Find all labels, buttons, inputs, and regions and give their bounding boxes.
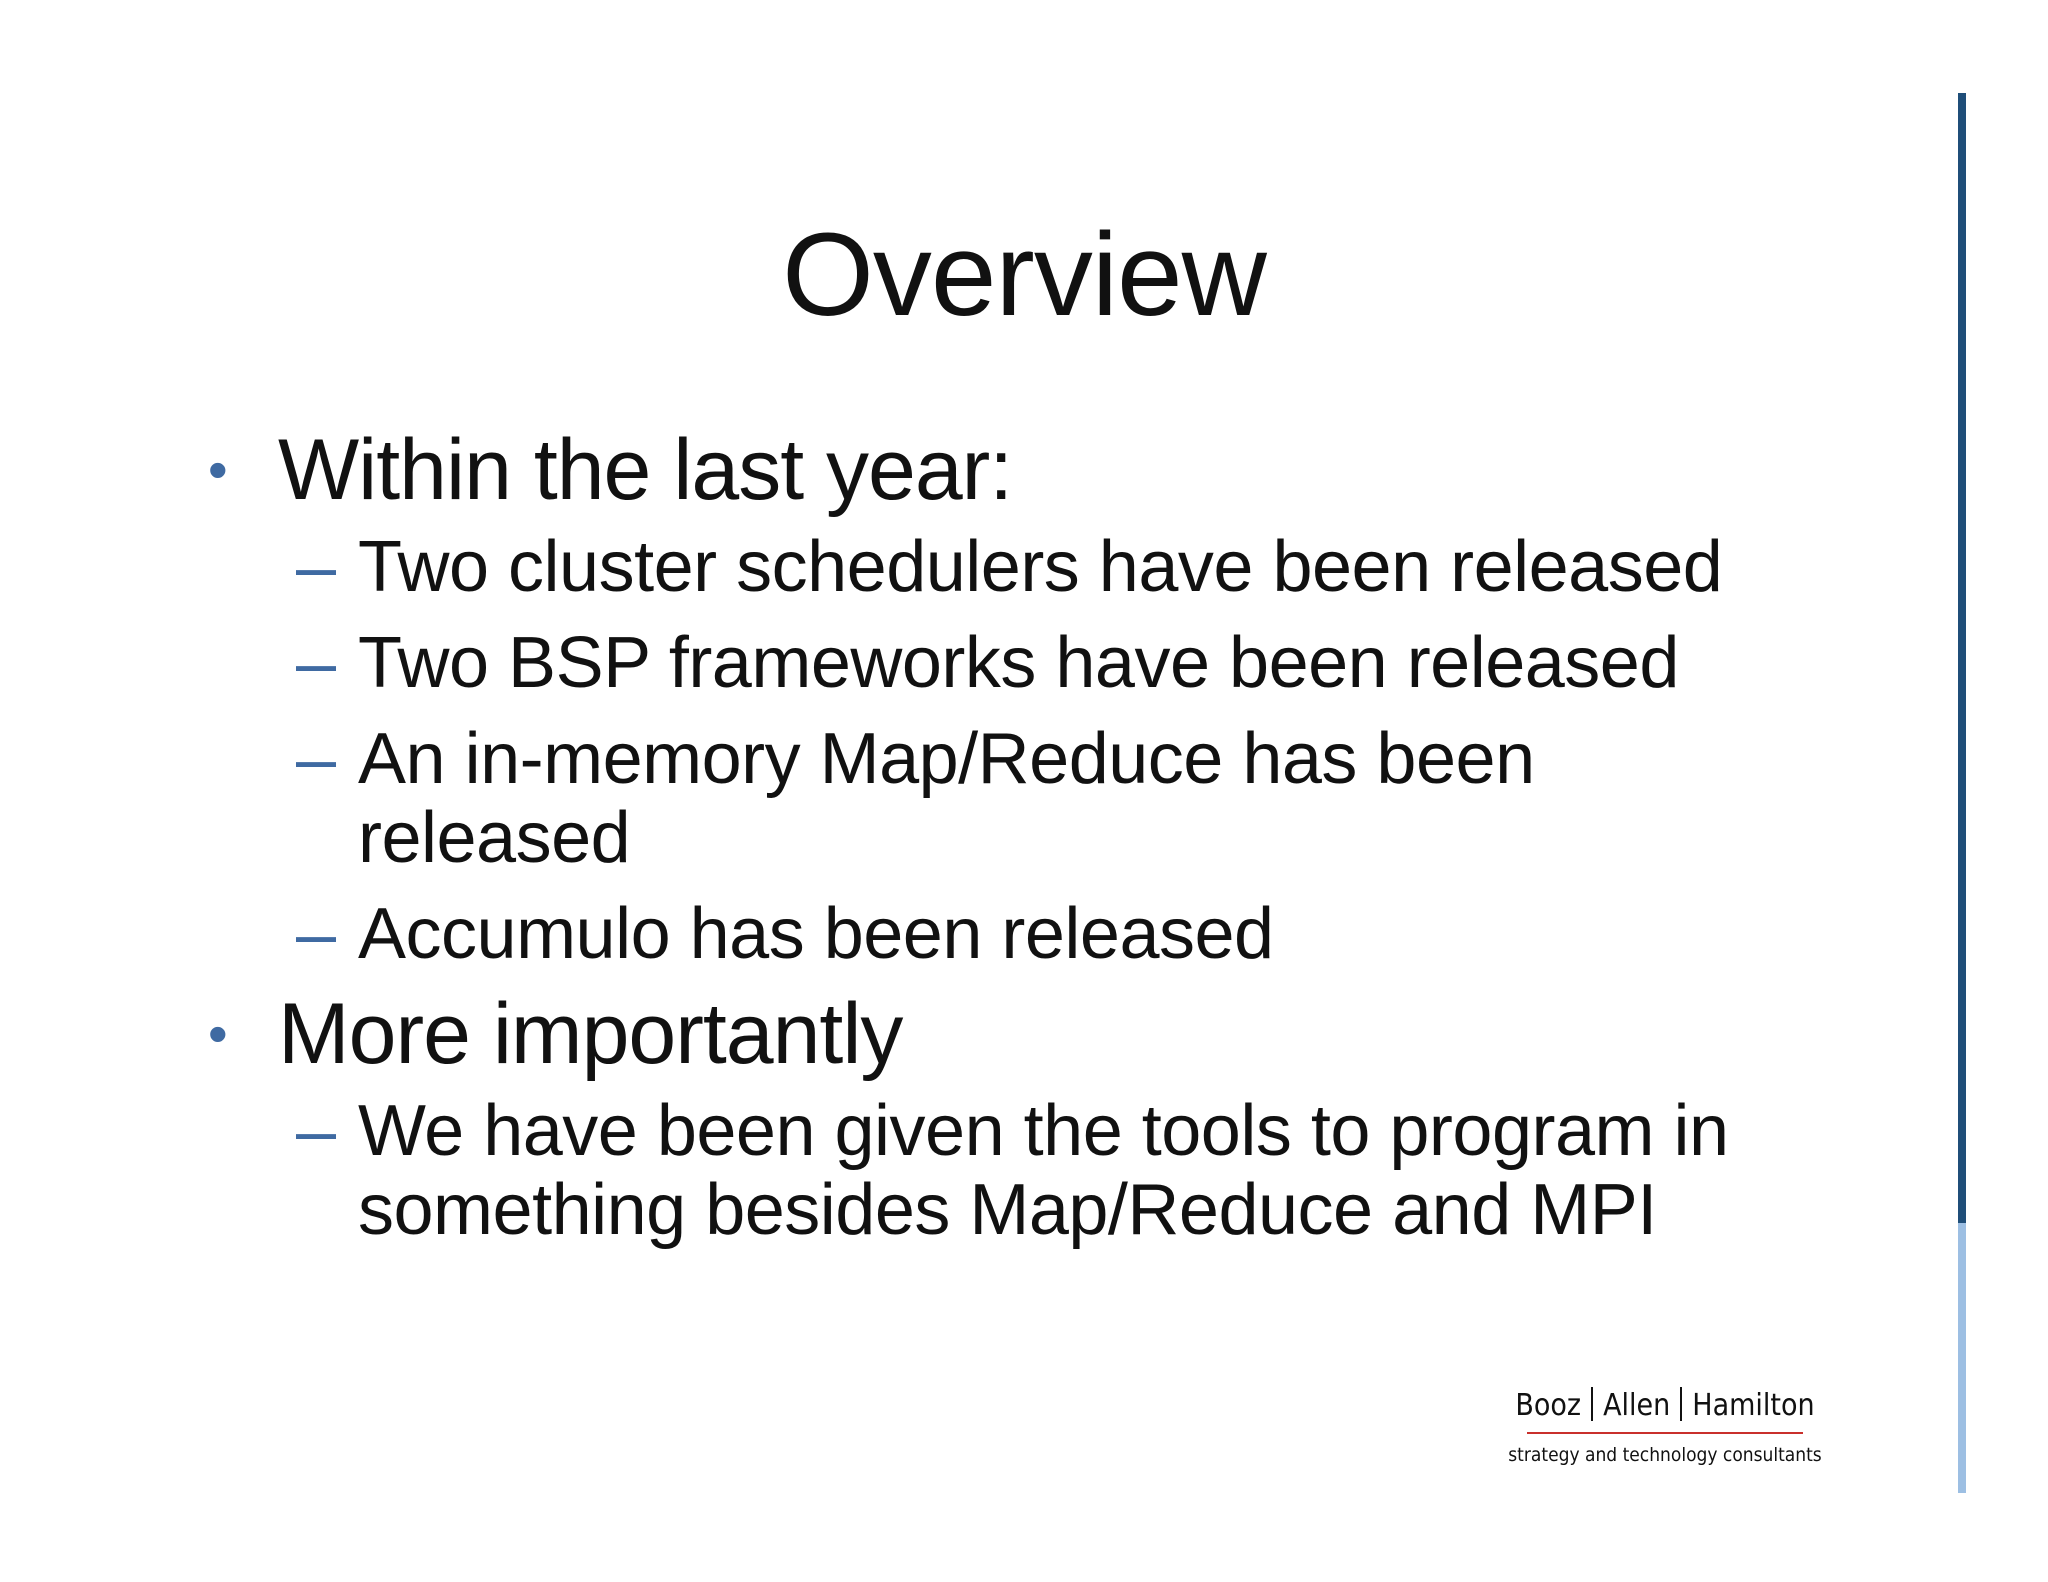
dash-icon: – [296,527,336,607]
bullet-icon: • [208,1002,227,1065]
logo-separator [1591,1387,1593,1421]
bullet-item [200,984,1820,1084]
sub-bullet-item [200,1092,1820,1250]
logo-wordmark [1500,1386,1830,1426]
bullet-item [200,420,1820,520]
sub-bullet-text: We have been given the tools to program in something besides Map/Reduce and MPI [358,1091,1729,1250]
logo-word-allen: Allen [1603,1388,1671,1423]
sub-bullet-item [200,528,1820,607]
dash-icon: – [296,894,336,974]
logo-word-hamilton: Hamilton [1692,1388,1815,1423]
sub-bullet-item [200,895,1820,974]
sub-bullet-text: Accumulo has been released [358,894,1274,974]
logo-underline [1527,1432,1803,1434]
dash-icon: – [296,623,336,703]
booz-allen-hamilton-logo [1500,1386,1830,1468]
sub-bullet-text: Two cluster schedulers have been released [358,527,1723,607]
bullet-icon: • [208,438,227,501]
sub-bullet-item [200,720,1820,878]
sub-bullet-text: An in-memory Map/Reduce has been released [358,719,1535,878]
slide-title: Overview [782,209,1266,341]
bullet-text: More importantly [278,986,903,1082]
logo-separator [1680,1387,1682,1421]
sub-bullet-text: Two BSP frameworks have been released [358,623,1679,703]
bullet-list [200,420,1820,1250]
bullet-text: Within the last year: [278,422,1013,518]
accent-bar-light [1958,1223,1966,1493]
logo-tagline: strategy and technology consultants [1508,1444,1822,1466]
sub-bullet-list [200,528,1820,974]
sub-bullet-item [200,624,1820,703]
logo-word-booz: Booz [1515,1388,1582,1423]
dash-icon: – [296,719,336,799]
dash-icon: – [296,1091,336,1171]
accent-bar-dark [1958,93,1966,1223]
sub-bullet-list [200,1092,1820,1250]
